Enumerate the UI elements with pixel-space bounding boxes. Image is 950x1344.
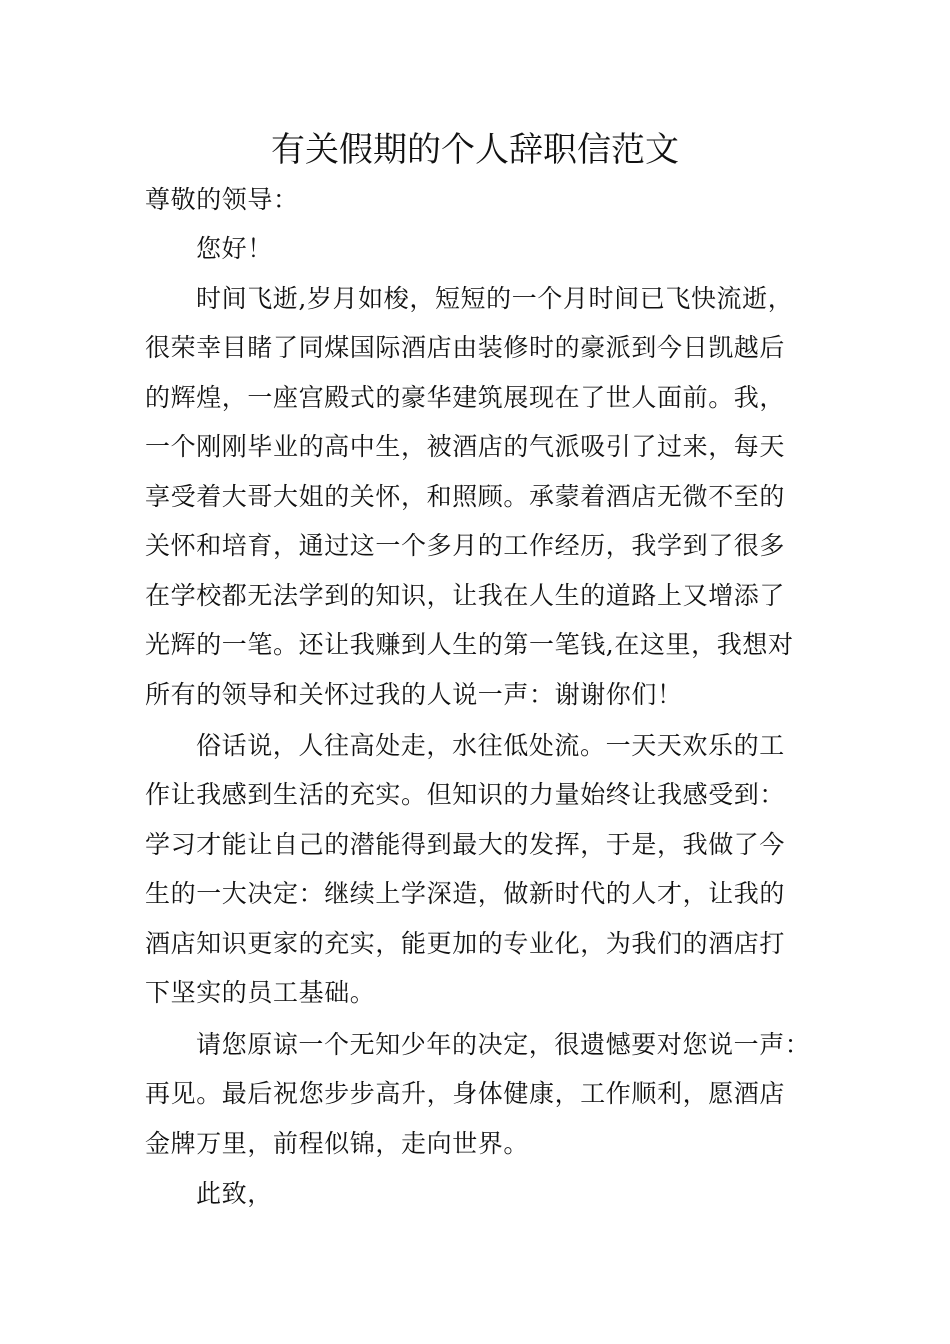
paragraph-line: 再见。最后祝您步步高升，身体健康，工作顺利，愿酒店 [145, 1079, 786, 1108]
document-title: 有关假期的个人辞职信范文 [271, 130, 679, 170]
paragraph-line: 很荣幸目睹了同煤国际酒店由装修时的豪派到今日凯越后 [145, 333, 786, 362]
paragraph-line: 俗话说，人往高处走，水往低处流。一天天欢乐的工 [196, 731, 785, 760]
paragraph-line: 下坚实的员工基础。 [145, 978, 376, 1007]
paragraph-line: 生的一大决定：继续上学深造，做新时代的人才，让我的 [145, 879, 786, 908]
paragraph-line: 所有的领导和关怀过我的人说一声：谢谢你们！ [145, 680, 683, 709]
greeting: 您好！ [196, 234, 273, 263]
paragraph-line: 光辉的一笔。还让我赚到人生的第一笔钱,在这里，我想对 [145, 630, 794, 659]
paragraph-line: 关怀和培育，通过这一个多月的工作经历，我学到了很多 [145, 531, 786, 560]
paragraph-line: 一个刚刚毕业的高中生，被酒店的气派吸引了过来，每天 [145, 432, 786, 461]
paragraph-line: 金牌万里，前程似锦，走向世界。 [145, 1129, 530, 1158]
paragraph-line: 在学校都无法学到的知识，让我在人生的道路上又增添了 [145, 581, 786, 610]
paragraph-line: 学习才能让自己的潜能得到最大的发挥，于是，我做了今 [145, 830, 786, 859]
paragraph-line: 酒店知识更家的充实，能更加的专业化，为我们的酒店打 [145, 929, 786, 958]
paragraph-line: 的辉煌，一座宫殿式的豪华建筑展现在了世人面前。我， [145, 383, 786, 412]
closing: 此致， [196, 1179, 273, 1208]
paragraph-line: 享受着大哥大姐的关怀，和照顾。承蒙着酒店无微不至的 [145, 482, 786, 511]
paragraph-line: 请您原谅一个无知少年的决定，很遗憾要对您说一声： [196, 1030, 811, 1059]
salutation: 尊敬的领导： [145, 185, 299, 214]
paragraph-line: 时间飞逝,岁月如梭，短短的一个月时间已飞快流逝， [196, 284, 794, 313]
paragraph-line: 作让我感到生活的充实。但知识的力量始终让我感受到： [145, 780, 786, 809]
